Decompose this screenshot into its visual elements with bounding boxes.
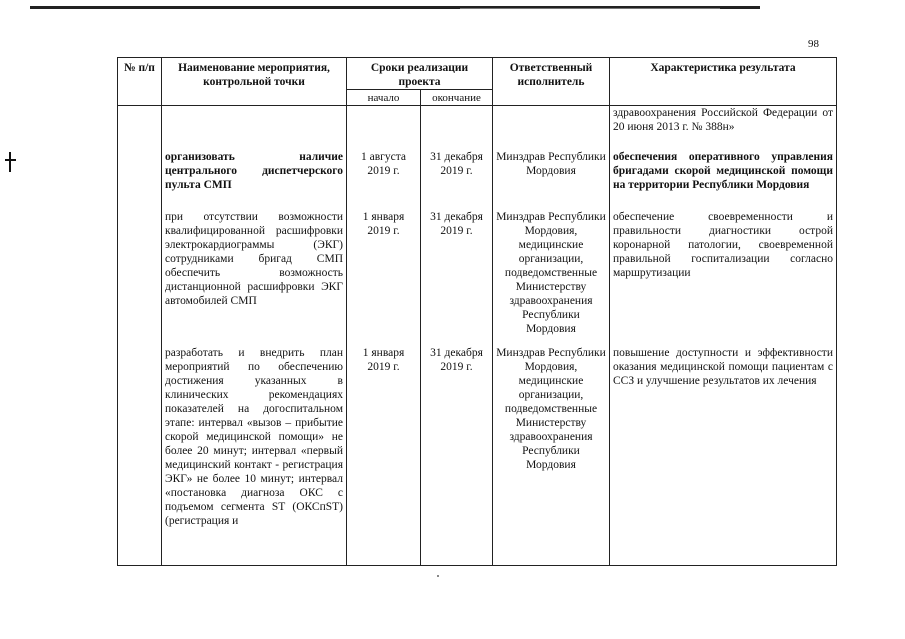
entry-2-result: обеспечение своевременности и правильности диагностики острой коронарной патологии, своевременной правильной госпитализации согласно маршрутизации <box>613 211 833 279</box>
entry-1-end: 31 декабря 2019 г. <box>430 151 483 177</box>
header-period: Сроки реализации проекта <box>347 58 493 90</box>
header-start: начало <box>347 90 421 106</box>
entry-3-responsible: Минздрав Республики Мордовия, медицинские организации, подведомственные Министерству здравоохранения Республики Мордовия <box>496 347 606 471</box>
entry-2-start: 1 января 2019 г. <box>362 211 405 237</box>
entry-3-name: разработать и внедрить план мероприятий по обеспечению достижения указанных в клинических рекомендациях показателей на догоспитальном этапе: интервал «вызов – прибытие скорой медицинской помощи» не более 20 минут; интервал «первый медицинский контакт - регистрация ЭКГ» не более 10 минут; интервал «постановка диагноза ОКС с подъемом сегмента ST (ОКСпST) (регистрация и <box>165 347 343 527</box>
cell-end <box>421 106 493 566</box>
page-number: 98 <box>808 38 819 50</box>
header-end: окончание <box>421 90 493 106</box>
cell-start <box>347 106 421 566</box>
scan-speck <box>437 575 439 577</box>
cell-responsible <box>493 106 610 566</box>
entry-3-start: 1 января 2019 г. <box>362 347 405 373</box>
entry-1-responsible: Минздрав Республики Мордовия <box>496 151 606 177</box>
entry-1-start: 1 августа 2019 г. <box>360 151 406 177</box>
entry-1-result: обеспечения оперативного управления бригадами скорой медицинской помощи на территории Республики Мордовия <box>613 151 833 191</box>
activities-table <box>117 57 837 566</box>
continued-result: здравоохранения Российской Федерации от 20 июня 2013 г. № 388н» <box>613 107 833 133</box>
header-num: № п/п <box>118 58 162 106</box>
entry-1-name: организовать наличие центрального диспетчерского пульта СМП <box>165 151 343 191</box>
table-row <box>118 106 837 566</box>
entry-2-responsible: Минздрав Республики Мордовия, медицинские организации, подведомственные Министерству здравоохранения Республики Мордовия <box>496 211 606 335</box>
scan-edge-line-secondary <box>460 8 720 9</box>
header-name: Наименование мероприятия, контрольной точки <box>162 58 347 106</box>
entry-2-end: 31 декабря 2019 г. <box>430 211 483 237</box>
binding-mark <box>5 152 16 172</box>
entry-3-result: повышение доступности и эффективности оказания медицинской помощи пациентам с ССЗ и улучшение результатов их лечения <box>613 347 833 387</box>
entry-3-end: 31 декабря 2019 г. <box>430 347 483 373</box>
cell-name <box>162 106 347 566</box>
cell-result <box>610 106 837 566</box>
cell-num <box>118 106 162 566</box>
header-responsible: Ответственный исполнитель <box>493 58 610 106</box>
entry-2-name: при отсутствии возможности квалифицированной расшифровки электрокардиограммы (ЭКГ) сотрудниками бригад СМП обеспечить возможность дистанционной расшифровки ЭКГ автомобилей СМП <box>165 211 343 307</box>
header-result: Характеристика результата <box>610 58 837 106</box>
